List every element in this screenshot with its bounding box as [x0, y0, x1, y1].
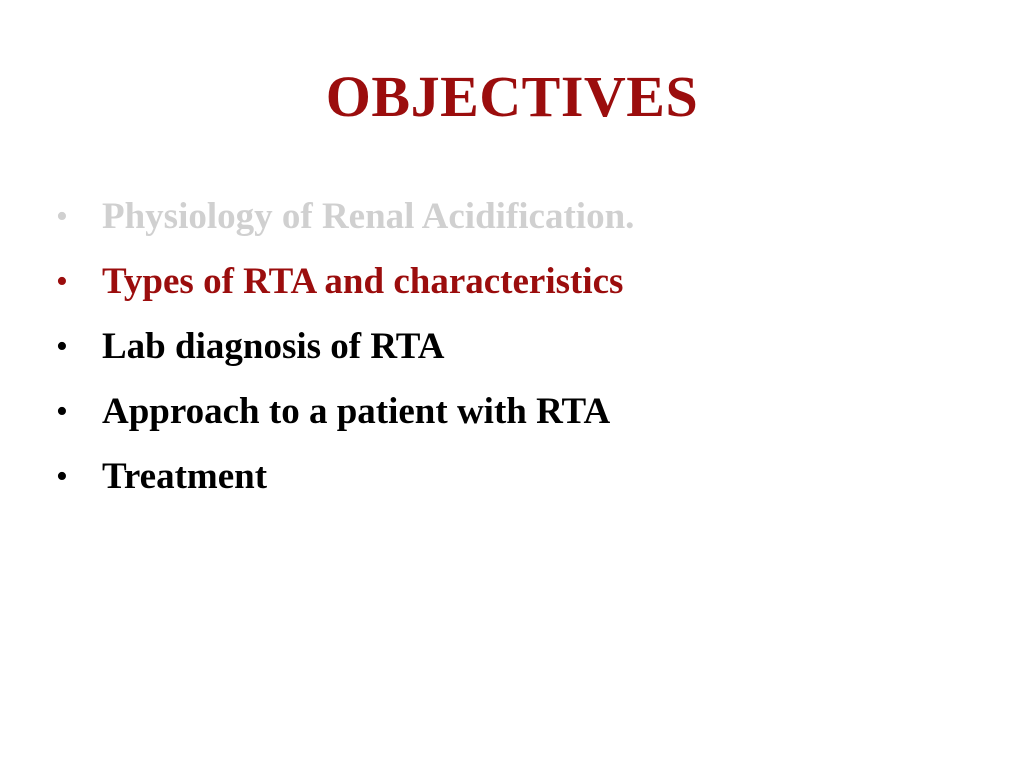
list-item-physiology — [56, 184, 634, 249]
list-item-lab-diagnosis — [56, 314, 634, 379]
list-item-text: Lab diagnosis of RTA — [102, 326, 445, 367]
list-item-text: Treatment — [102, 456, 268, 497]
list-item-treatment — [56, 444, 634, 509]
list-item-types — [56, 249, 634, 314]
bullet-icon: • — [56, 263, 68, 300]
bullet-icon: • — [56, 328, 68, 365]
bullet-icon: • — [56, 198, 68, 235]
list-item-text: Types of RTA and characteristics — [102, 261, 624, 302]
objectives-list — [56, 184, 634, 509]
bullet-icon: • — [56, 393, 68, 430]
bullet-icon: • — [56, 458, 68, 495]
list-item-approach — [56, 379, 634, 444]
list-item-text: Approach to a patient with RTA — [102, 391, 611, 432]
slide-title: OBJECTIVES — [325, 64, 699, 129]
list-item-text: Physiology of Renal Acidification. — [102, 196, 635, 237]
